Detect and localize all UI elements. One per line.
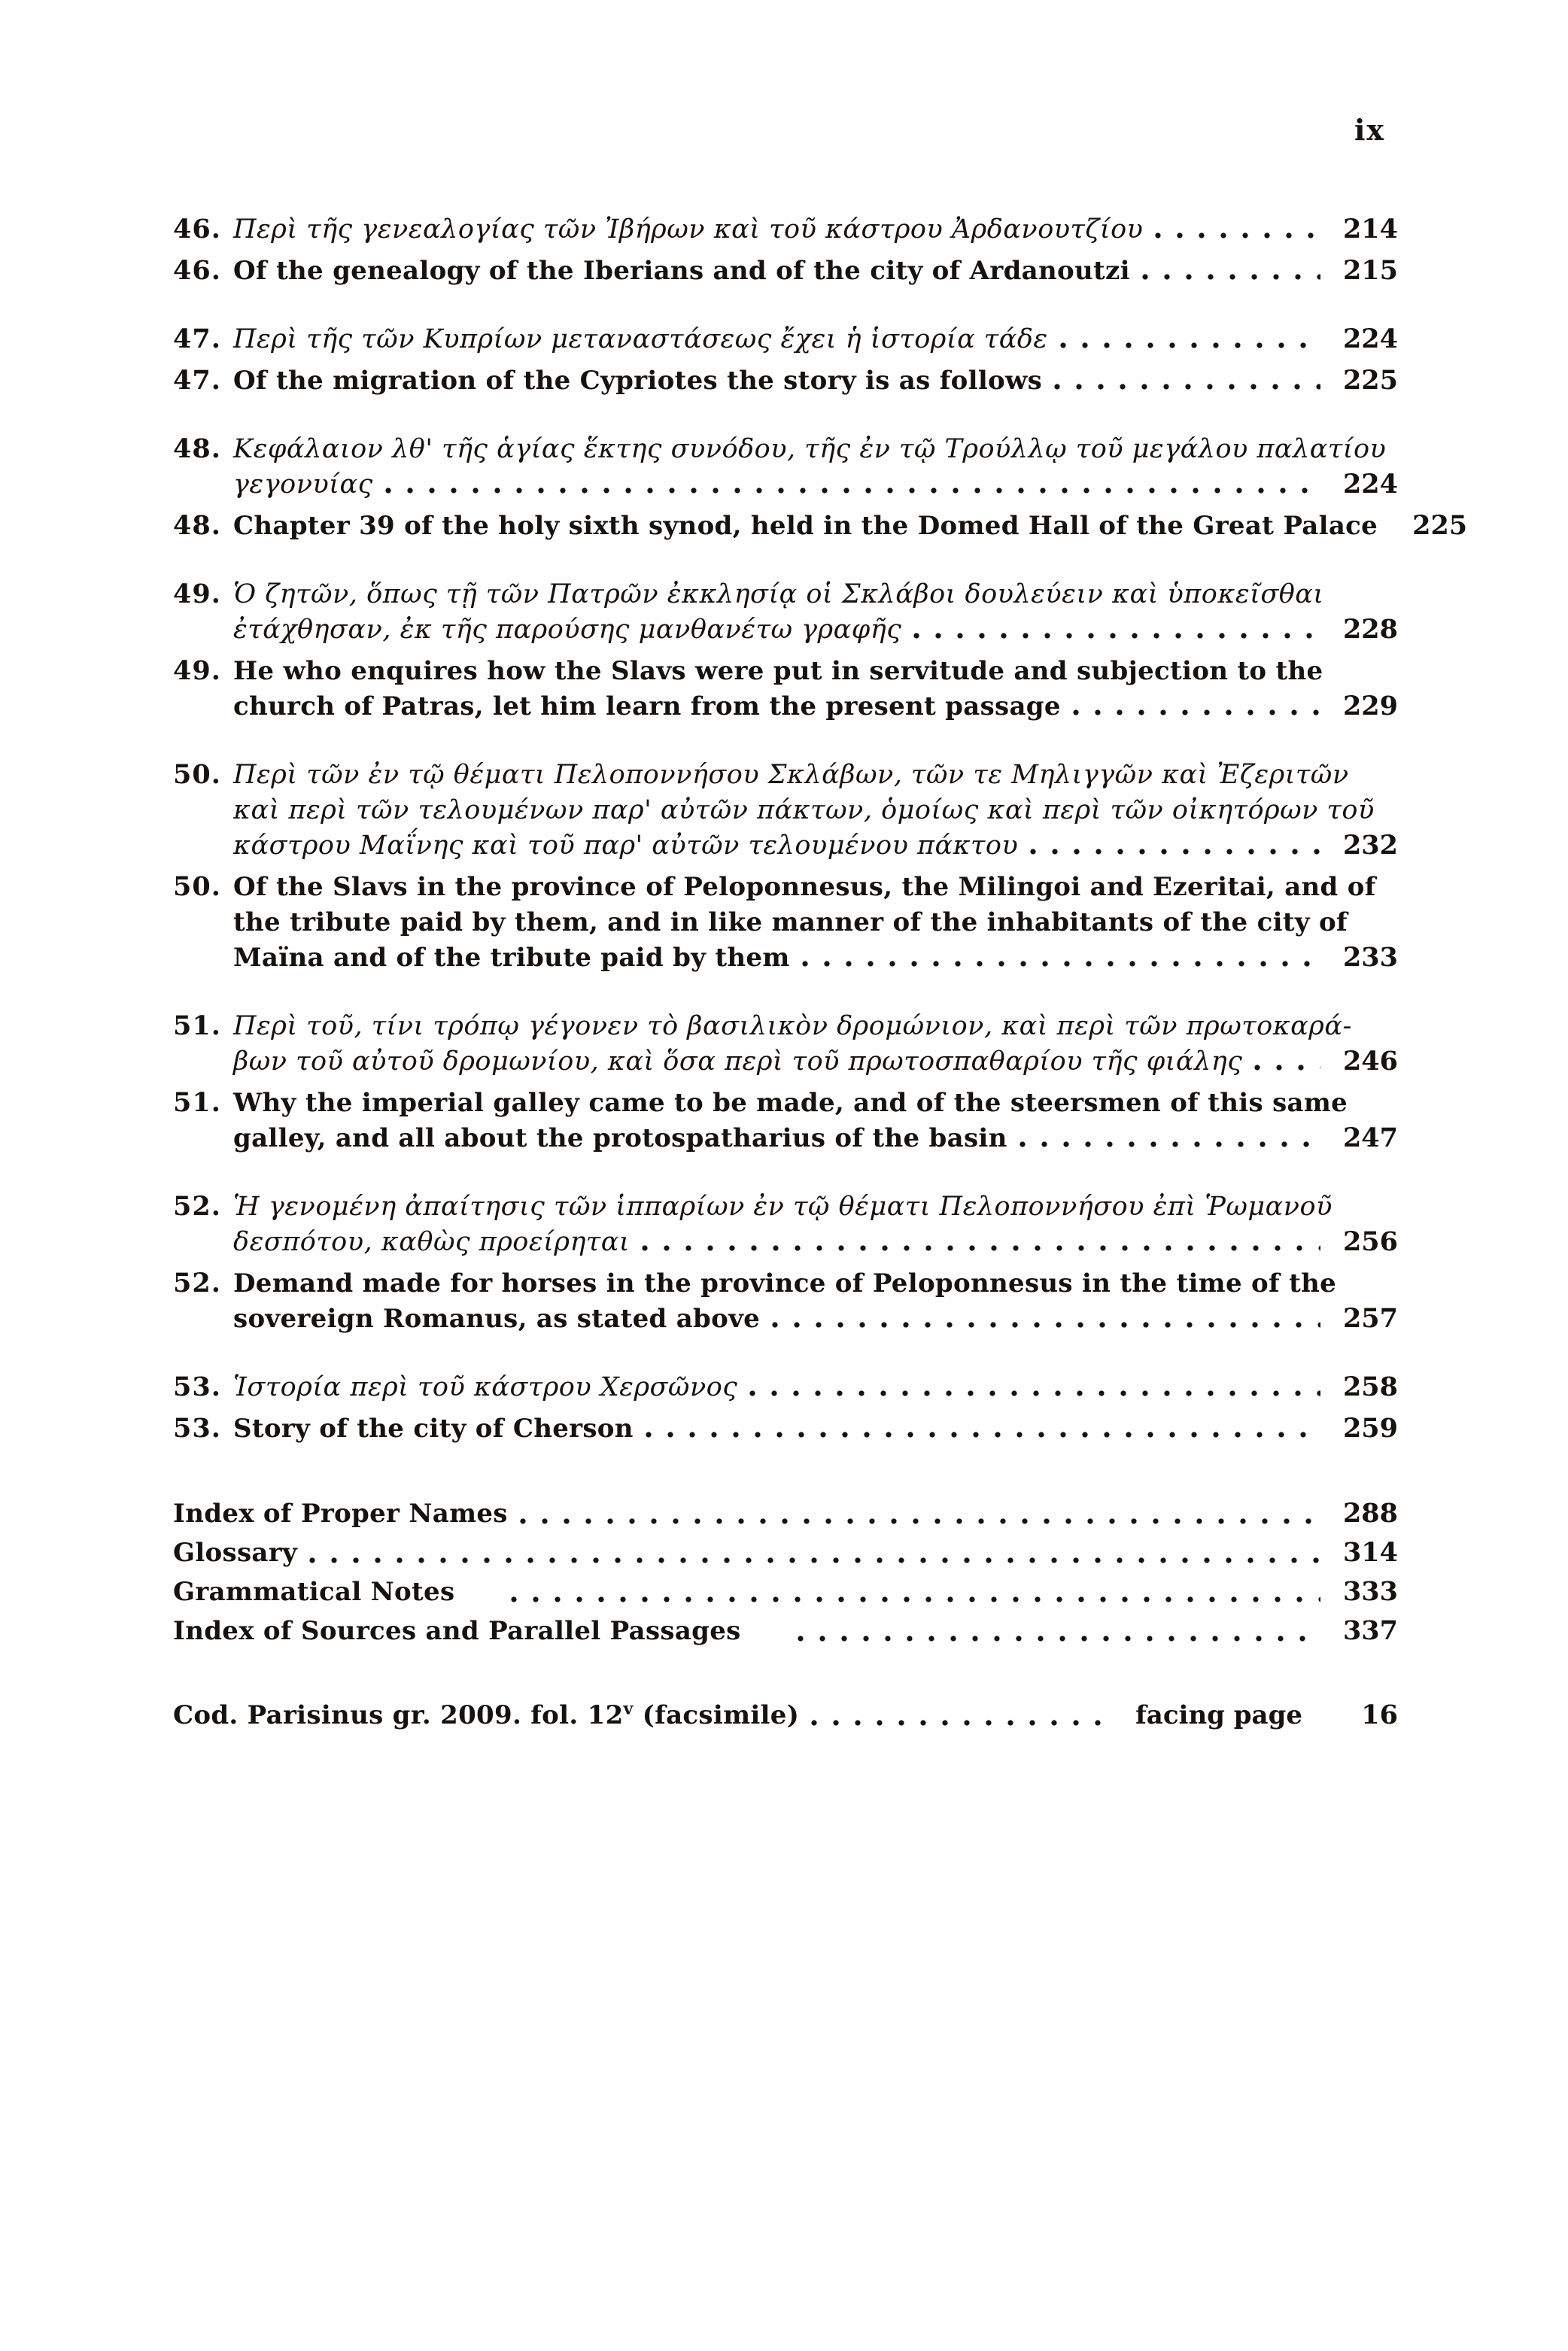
entry-page-number: 215 [1342, 255, 1398, 286]
toc-line [173, 1189, 1398, 1224]
entry-text: Chapter 39 of the holy sixth synod, held in the Domed Hall of the Great Palace [233, 511, 1378, 541]
toc-line [173, 431, 1398, 466]
dot-leader [1030, 828, 1320, 863]
entry-page-number: 246 [1342, 1046, 1398, 1077]
entry-text: the tribute paid by them, and in like manner of the inhabitants of the city of [233, 907, 1348, 937]
toc-line [173, 1043, 1398, 1079]
chapter-number: 50. [173, 759, 221, 790]
toc-line [173, 757, 1398, 792]
toc-line [173, 1085, 1398, 1120]
toc-entry-47-greek [173, 321, 1398, 357]
toc-line [173, 688, 1398, 724]
entry-text: κάστρου Μαΐνης καὶ τοῦ παρ' αὐτῶν τελουμένου πάκτου [233, 831, 1019, 861]
chapter-number: 47. [173, 323, 221, 354]
entry-text: He who enquires how the Slavs were put in servitude and subjection to the [233, 656, 1323, 686]
entry-text: Περὶ τῶν ἐν τῷ θέματι Πελοποννήσου Σκλάβων, τῶν τε Μηλιγγῶν καὶ Ἐζεριτῶν [233, 760, 1349, 790]
toc-line [173, 1008, 1398, 1043]
toc-line [173, 1533, 1398, 1572]
entry-text: Demand made for horses in the province of Peloponnesus in the time of the [233, 1268, 1337, 1299]
toc-entry-47-english [173, 363, 1398, 398]
entry-text: Why the imperial galley came to be made, and of the steersmen of this same [233, 1088, 1348, 1118]
toc-entry-49-english [173, 653, 1398, 724]
dot-leader [646, 1411, 1320, 1446]
dot-leader [772, 1301, 1320, 1336]
entry-page-number: 288 [1342, 1498, 1398, 1529]
toc-line [173, 828, 1398, 863]
toc-line [173, 1369, 1398, 1405]
page-folio-number: ix [1354, 113, 1386, 147]
facsimile-text: Cod. Parisinus gr. 2009. fol. 12$^v$ (facsimile) [173, 1699, 800, 1730]
entry-text: ἐτάχθησαν, ἐκ τῆς παρούσης μανθανέτω γραφῆς [233, 615, 902, 645]
toc-line [173, 253, 1398, 288]
entry-text: γεγονυίας [233, 469, 373, 500]
chapter-number: 46. [173, 214, 221, 245]
toc-line [173, 1572, 1398, 1611]
dot-leader [749, 1369, 1320, 1405]
dot-leader [811, 1696, 1113, 1735]
toc-entry-50-greek [173, 757, 1398, 863]
entry-text: church of Patras, let him learn from the present passage [233, 691, 1061, 721]
toc-line [173, 466, 1398, 502]
entry-page-number: 247 [1342, 1122, 1398, 1153]
chapter-number: 48. [173, 510, 221, 541]
entry-text: βων τοῦ αὐτοῦ δρομωνίου, καὶ ὅσα περὶ τοῦ πρωτοσπαθαρίου τῆς φιάλης [233, 1046, 1243, 1077]
toc-line [173, 904, 1398, 940]
dot-leader [511, 1572, 1320, 1611]
entry-page-number: 314 [1342, 1537, 1398, 1568]
chapter-number: 48. [173, 433, 221, 464]
back-matter-entry [173, 1611, 1398, 1651]
toc-entry-48-english [173, 508, 1468, 543]
entry-page-number: 257 [1342, 1303, 1398, 1334]
dot-leader [385, 466, 1320, 502]
toc-entry-50-english [173, 869, 1398, 975]
entry-page-number: 333 [1342, 1576, 1398, 1607]
chapter-number: 51. [173, 1087, 221, 1118]
dot-leader [1060, 321, 1320, 357]
toc-line [173, 792, 1398, 828]
toc-line [173, 576, 1398, 612]
toc-entry-52-english [173, 1265, 1398, 1336]
entry-page-number: 256 [1342, 1226, 1398, 1257]
toc-entry-46-english [173, 253, 1398, 288]
toc-line [173, 612, 1398, 647]
toc-line [173, 1224, 1398, 1259]
entry-text: Grammatical Notes [173, 1577, 455, 1607]
dot-leader [1054, 363, 1320, 398]
entry-page-number: 224 [1342, 469, 1398, 500]
toc-line [173, 1120, 1398, 1156]
entry-text: Ἡ γενομένη ἀπαίτησις τῶν ἱππαρίων ἐν τῷ θέματι Πελοποννήσου ἐπὶ Ῥωμανοῦ [233, 1192, 1332, 1222]
toc-line [173, 1301, 1398, 1336]
entry-text: Story of the city of Cherson [233, 1414, 634, 1444]
entry-text: Περὶ τῆς γενεαλογίας τῶν Ἰβήρων καὶ τοῦ κάστρου Ἀρδανουτζίου [233, 214, 1144, 245]
back-matter-entry [173, 1494, 1398, 1533]
facing-page-label: facing page [1135, 1700, 1302, 1730]
toc-line [173, 321, 1398, 357]
entry-page-number: 337 [1342, 1615, 1398, 1646]
entry-text: Of the migration of the Cypriotes the story is as follows [233, 366, 1043, 396]
entry-text: Περὶ τῆς τῶν Κυπρίων μεταναστάσεως ἔχει ἡ ἱστορία τάδε [233, 324, 1048, 354]
toc-line [173, 363, 1398, 398]
toc-entry-52-greek [173, 1189, 1398, 1259]
chapter-number: 52. [173, 1268, 221, 1299]
dot-leader [1155, 211, 1320, 247]
toc-entry-51-english [173, 1085, 1398, 1156]
entry-text: Maïna and of the tribute paid by them [233, 943, 790, 973]
facsimile-entry [173, 1696, 1398, 1735]
chapter-number: 51. [173, 1010, 221, 1041]
entry-text: Ἱστορία περὶ τοῦ κάστρου Χερσῶνος [233, 1372, 738, 1402]
toc-line [173, 1494, 1398, 1533]
dot-leader [1142, 253, 1320, 288]
entry-page-number: 229 [1342, 691, 1398, 721]
entry-text: sovereign Romanus, as stated above [233, 1304, 761, 1334]
toc-entry-49-greek [173, 576, 1398, 647]
chapter-number: 50. [173, 871, 221, 902]
back-matter-entry [173, 1572, 1398, 1611]
chapter-number: 53. [173, 1371, 221, 1402]
toc-line [173, 1611, 1398, 1651]
entry-page-number: 258 [1342, 1371, 1398, 1402]
toc-entry-53-greek [173, 1369, 1398, 1405]
entry-text: Index of Proper Names [173, 1499, 508, 1529]
back-matter-entry [173, 1533, 1398, 1572]
dot-leader [798, 1611, 1320, 1651]
facsimile-line [173, 1696, 1398, 1735]
folio-superscript: v [623, 1699, 634, 1719]
dot-leader [1020, 1120, 1320, 1156]
entry-page-number: 225 [1412, 510, 1468, 541]
chapter-number: 47. [173, 365, 221, 396]
entry-text: galley, and all about the protospatharius of the basin [233, 1123, 1007, 1153]
chapter-number: 49. [173, 579, 221, 609]
toc-line [173, 211, 1398, 247]
entry-page-number: 214 [1342, 214, 1398, 245]
chapter-number: 52. [173, 1191, 221, 1222]
entry-text: Ὁ ζητῶν, ὅπως τῇ τῶν Πατρῶν ἐκκλησίᾳ οἱ Σκλάβοι δουλεύειν καὶ ὑποκεῖσθαι [233, 579, 1324, 609]
entry-page-number: 232 [1342, 830, 1398, 861]
entry-text: Κεφάλαιον λθ' τῆς ἁγίας ἕκτης συνόδου, τῆς ἐν τῷ Τρούλλῳ τοῦ μεγάλου παλατίου [233, 434, 1387, 464]
dot-leader [309, 1533, 1320, 1572]
toc-line [173, 940, 1398, 975]
entry-text: Of the genealogy of the Iberians and of the city of Ardanoutzi [233, 256, 1130, 286]
dot-leader [1254, 1043, 1320, 1079]
table-of-contents [173, 211, 1468, 1735]
dot-leader [802, 940, 1320, 975]
entry-text: καὶ περὶ τῶν τελουμένων παρ' αὐτῶν πάκτων, ὁμοίως καὶ περὶ τῶν οἰκητόρων τοῦ [233, 795, 1375, 825]
entry-text: Of the Slavs in the province of Peloponnesus, the Milingoi and Ezeritai, and of [233, 872, 1376, 902]
dot-leader [1073, 688, 1320, 724]
entry-text: Index of Sources and Parallel Passages [173, 1616, 741, 1646]
entry-page-number: 225 [1342, 365, 1398, 396]
dot-leader [913, 612, 1320, 647]
dot-leader [520, 1494, 1320, 1533]
toc-line [173, 653, 1398, 688]
entry-text: Glossary [173, 1538, 298, 1568]
entry-page-number: 224 [1342, 323, 1398, 354]
toc-entry-46-greek [173, 211, 1398, 247]
dot-leader [642, 1224, 1320, 1259]
toc-entry-53-english [173, 1411, 1398, 1446]
toc-entry-48-greek [173, 431, 1398, 502]
toc-entry-51-greek [173, 1008, 1398, 1079]
entry-text: δεσπότου, καθὼς προείρηται [233, 1227, 631, 1257]
chapter-number: 46. [173, 255, 221, 286]
toc-line [173, 508, 1468, 543]
chapter-number: 53. [173, 1413, 221, 1444]
toc-line [173, 1411, 1398, 1446]
entry-text: Περὶ τοῦ, τίνι τρόπῳ γέγονεν τὸ βασιλικὸν δρομώνιον, καὶ περὶ τῶν πρωτοκαρά- [233, 1011, 1352, 1041]
entry-page-number: 228 [1342, 614, 1398, 645]
entry-page-number: 16 [1361, 1699, 1398, 1730]
chapter-number: 49. [173, 655, 221, 686]
toc-line [173, 869, 1398, 904]
entry-page-number: 233 [1342, 942, 1398, 973]
toc-line [173, 1265, 1398, 1301]
entry-page-number: 259 [1342, 1413, 1398, 1444]
